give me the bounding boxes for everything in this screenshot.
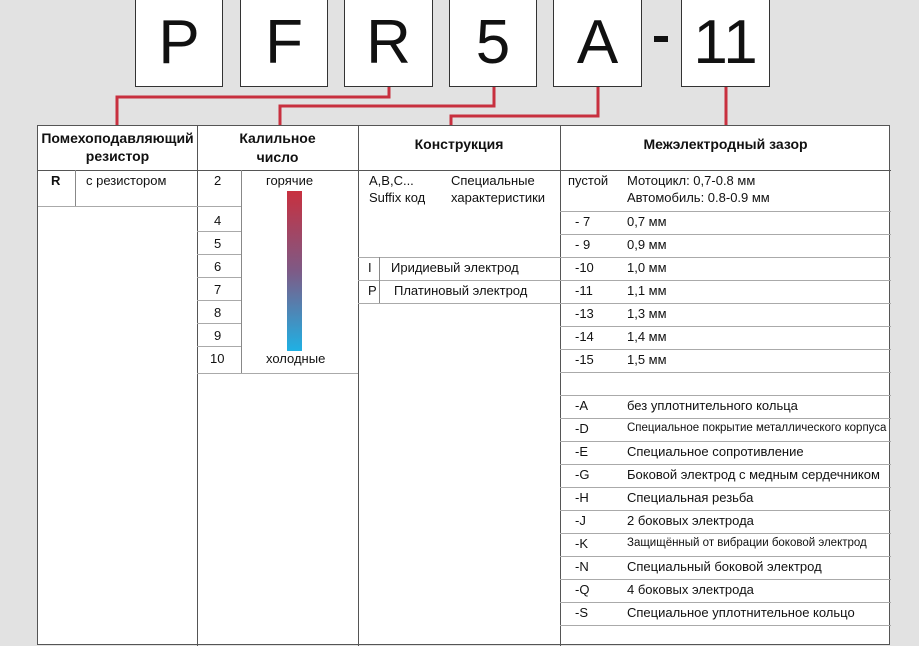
suffix-code: -N — [575, 559, 589, 574]
suffix-code: -D — [575, 421, 589, 436]
code-letter-5: 5 — [449, 0, 537, 87]
suffix-desc: 2 боковых электрода — [627, 513, 754, 528]
suffix-desc: Специальное уплотнительное кольцо — [627, 605, 855, 620]
suffix-desc: Специальное покрытие металлического корпуса — [627, 422, 887, 434]
heat-hot-label: горячие — [266, 173, 314, 188]
gap-code: -15 — [575, 352, 594, 367]
gap-auto: Автомобиль: 0.8-0.9 мм — [627, 190, 770, 205]
code-letter-r: R — [344, 0, 433, 87]
code-dash — [654, 36, 668, 42]
construction-code-iridium: I — [368, 260, 372, 275]
gap-moto: Мотоцикл: 0,7-0.8 мм — [627, 173, 756, 188]
heat-value: 8 — [214, 305, 222, 320]
construction-code-line2: Suffix код — [369, 190, 426, 205]
suffix-desc: без уплотнительного кольца — [627, 398, 798, 413]
heat-value: 6 — [214, 259, 222, 274]
suffix-code: -K — [575, 536, 588, 551]
gap-code: -14 — [575, 329, 594, 344]
suffix-code: -A — [575, 398, 588, 413]
code-letter-p: P — [135, 0, 223, 87]
heat-value: 10 — [210, 351, 225, 366]
resistor-desc: с резистором — [86, 173, 167, 188]
suffix-code: -J — [575, 513, 586, 528]
heat-value: 9 — [214, 328, 222, 343]
gap-desc: 0,7 мм — [627, 214, 667, 229]
gap-code: - 9 — [575, 237, 591, 252]
gap-code-empty: пустой — [568, 173, 609, 188]
spark-plug-code-table — [37, 125, 890, 645]
gap-code: -13 — [575, 306, 594, 321]
header-resistor: Помехоподавляющий резистор — [41, 130, 194, 164]
gap-desc: 1,3 мм — [627, 306, 667, 321]
suffix-desc: Специальное сопротивление — [627, 444, 804, 459]
suffix-code: -Q — [575, 582, 590, 597]
gap-desc: 0,9 мм — [627, 237, 667, 252]
heat-value: 4 — [214, 213, 222, 228]
resistor-code: R — [51, 173, 61, 188]
code-letter-11: 11 — [681, 0, 770, 87]
gap-code: -10 — [575, 260, 594, 275]
connector-a — [451, 87, 598, 125]
construction-desc-platinum: Платиновый электрод — [394, 283, 528, 298]
construction-code-line1: A,B,C... — [369, 173, 414, 188]
header-construction: Конструкция — [414, 136, 504, 152]
suffix-code: -H — [575, 490, 589, 505]
header-heat-line2: число — [256, 149, 299, 165]
construction-desc-line1: Специальные — [451, 173, 535, 188]
suffix-desc: 4 боковых электрода — [627, 582, 754, 597]
code-letter-a: A — [553, 0, 642, 87]
gap-desc: 1,4 мм — [627, 329, 667, 344]
connector-r — [117, 87, 389, 125]
gap-code: -11 — [575, 283, 593, 298]
suffix-code: -G — [575, 467, 590, 482]
heat-value: 5 — [214, 236, 222, 251]
connector-5 — [280, 87, 494, 125]
gap-desc: 1,1 мм — [627, 283, 667, 298]
heat-gradient-bar — [287, 191, 302, 351]
code-letter-f: F — [240, 0, 328, 87]
gap-code: - 7 — [575, 214, 591, 229]
heat-value: 7 — [214, 282, 222, 297]
heat-value: 2 — [214, 173, 222, 188]
gap-desc: 1,0 мм — [627, 260, 667, 275]
suffix-desc: Боковой электрод с медным сердечником — [627, 467, 880, 482]
suffix-desc: Специальный боковой электрод — [627, 559, 822, 574]
construction-code-platinum: P — [368, 283, 377, 298]
construction-desc-iridium: Иридиевый электрод — [391, 260, 519, 275]
header-gap: Межэлектродный зазор — [643, 136, 808, 152]
header-heat-line1: Калильное — [239, 130, 316, 146]
suffix-desc: Специальная резьба — [627, 490, 754, 505]
heat-cold-label: холодные — [266, 351, 326, 366]
suffix-code: -S — [575, 605, 588, 620]
gap-desc: 1,5 мм — [627, 352, 667, 367]
suffix-desc: Защищённый от вибрации боковой электрод — [627, 537, 867, 549]
suffix-code: -E — [575, 444, 588, 459]
construction-desc-line2: характеристики — [451, 190, 546, 205]
